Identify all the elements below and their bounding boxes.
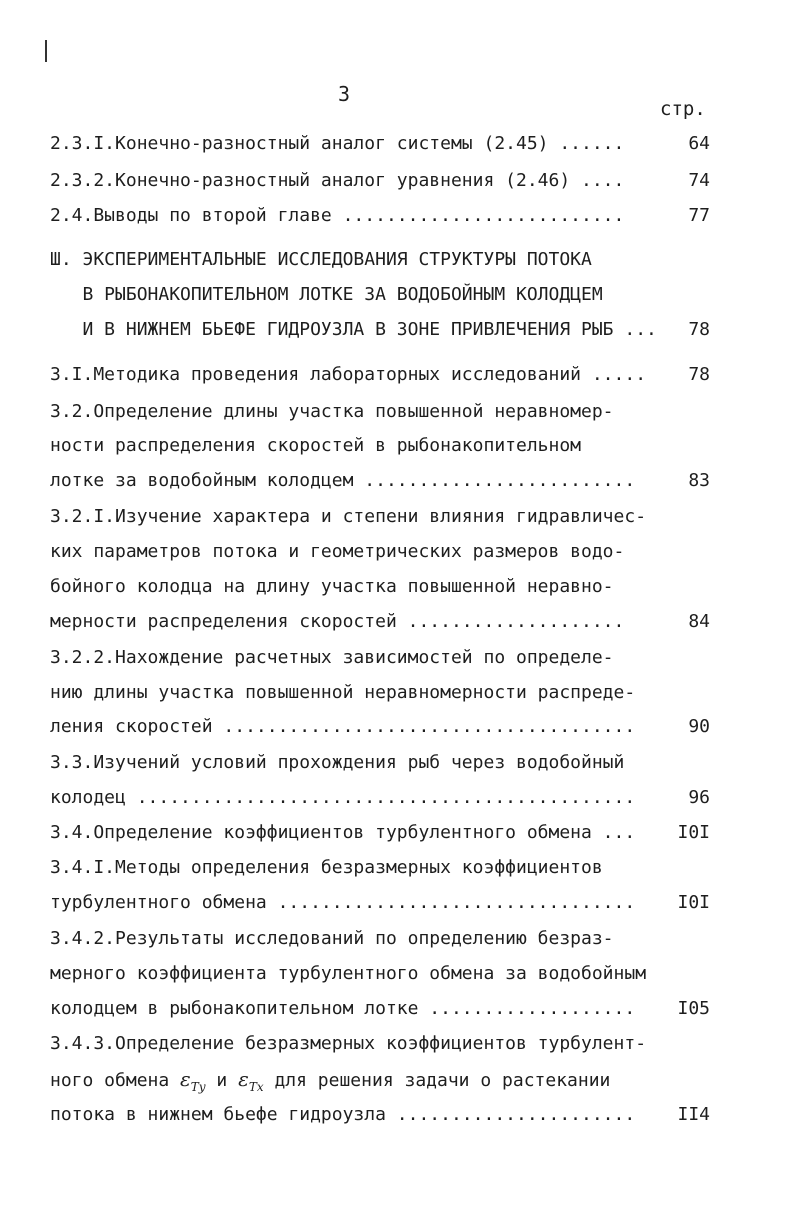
toc-text: 2.3.2.Конечно-разностный аналог уравнения (2.46) .... xyxy=(50,170,625,191)
chapter-heading: В РЫБОНАКОПИТЕЛЬНОМ ЛОТКЕ ЗА ВОДОБОЙНЫМ КОЛОДЦЕМ xyxy=(50,284,603,305)
toc-text: 3.4.3.Определение безразмерных коэффициентов турбулент- xyxy=(50,1033,647,1054)
toc-text: 3.4.2.Результаты исследований по определению безраз- xyxy=(50,928,614,949)
chapter-heading: Ш. ЭКСПЕРИМЕНТАЛЬНЫЕ ИССЛЕДОВАНИЯ СТРУКТУРЫ ПОТОКА xyxy=(50,249,592,270)
formula-text: ного обмена xyxy=(50,1070,181,1091)
toc-text: мерного коэффициента турбулентного обмена за водобойным xyxy=(50,963,647,984)
toc-page: 78 xyxy=(688,319,710,340)
chapter-heading: И В НИЖНЕМ БЬЕФЕ ГИДРОУЗЛА В ЗОНЕ ПРИВЛЕЧЕНИЯ РЫБ ... xyxy=(50,319,657,340)
toc-text: 2.4.Выводы по второй главе .......................... xyxy=(50,205,625,226)
toc-page: I0I xyxy=(677,822,710,843)
pages-column-label: стр. xyxy=(660,98,706,120)
toc-text: колодец .............................................. xyxy=(50,787,636,808)
toc-text: потока в нижнем бьефе гидроузла ...................... xyxy=(50,1104,636,1125)
toc-page: 84 xyxy=(688,611,710,632)
toc-page: 77 xyxy=(688,205,710,226)
toc-page: II4 xyxy=(677,1104,710,1125)
toc-page: I0I xyxy=(677,892,710,913)
toc-text: бойного колодца на длину участка повышенной неравно- xyxy=(50,576,614,597)
toc-text: нию длины участка повышенной неравномерности распреде- xyxy=(50,682,636,703)
toc-page: 64 xyxy=(688,133,710,154)
formula-text: для решения задачи о растекании xyxy=(263,1070,611,1091)
toc-text: 3.4.Определение коэффициентов турбулентного обмена ... xyxy=(50,822,636,843)
formula-text: и xyxy=(205,1070,239,1091)
toc-text: 3.4.I.Методы определения безразмерных коэффициентов xyxy=(50,857,603,878)
subscript: Ty xyxy=(190,1080,206,1094)
toc-text: ности распределения скоростей в рыбонакопительном xyxy=(50,435,582,456)
toc-text: 3.3.Изучений условий прохождения рыб через водобойный xyxy=(50,752,625,773)
toc-text: 2.3.I.Конечно-разностный аналог системы (2.45) ...... xyxy=(50,133,625,154)
margin-mark xyxy=(45,40,47,62)
toc-text: ления скоростей ...................................... xyxy=(50,716,636,737)
toc-page: 83 xyxy=(688,470,710,491)
toc-text: 3.2.I.Изучение характера и степени влияния гидравличес- xyxy=(50,506,647,527)
page-number: 3 xyxy=(338,82,351,106)
epsilon-symbol: ε xyxy=(238,1067,249,1091)
toc-page: 96 xyxy=(688,787,710,808)
toc-text: лотке за водобойным колодцем ......................... xyxy=(50,470,636,491)
toc-page: 78 xyxy=(688,364,710,385)
toc-text: 3.2.Определение длины участка повышенной неравномер- xyxy=(50,401,614,422)
toc-text: ких параметров потока и геометрических размеров водо- xyxy=(50,541,625,562)
toc-text: мерности распределения скоростей .................... xyxy=(50,611,625,632)
toc-text: колодцем в рыбонакопительном лотке ................... xyxy=(50,998,636,1019)
toc-page: 74 xyxy=(688,170,710,191)
toc-page: I05 xyxy=(677,998,710,1019)
subscript: Tx xyxy=(248,1080,264,1094)
toc-text: 3.2.2.Нахождение расчетных зависимостей по определе- xyxy=(50,647,614,668)
toc-text-with-formula xyxy=(50,1069,650,1097)
toc-text: турбулентного обмена ................................. xyxy=(50,892,636,913)
toc-text: 3.I.Методика проведения лабораторных исследований ..... xyxy=(50,364,647,385)
toc-page: 90 xyxy=(688,716,710,737)
epsilon-symbol: ε xyxy=(180,1067,191,1091)
